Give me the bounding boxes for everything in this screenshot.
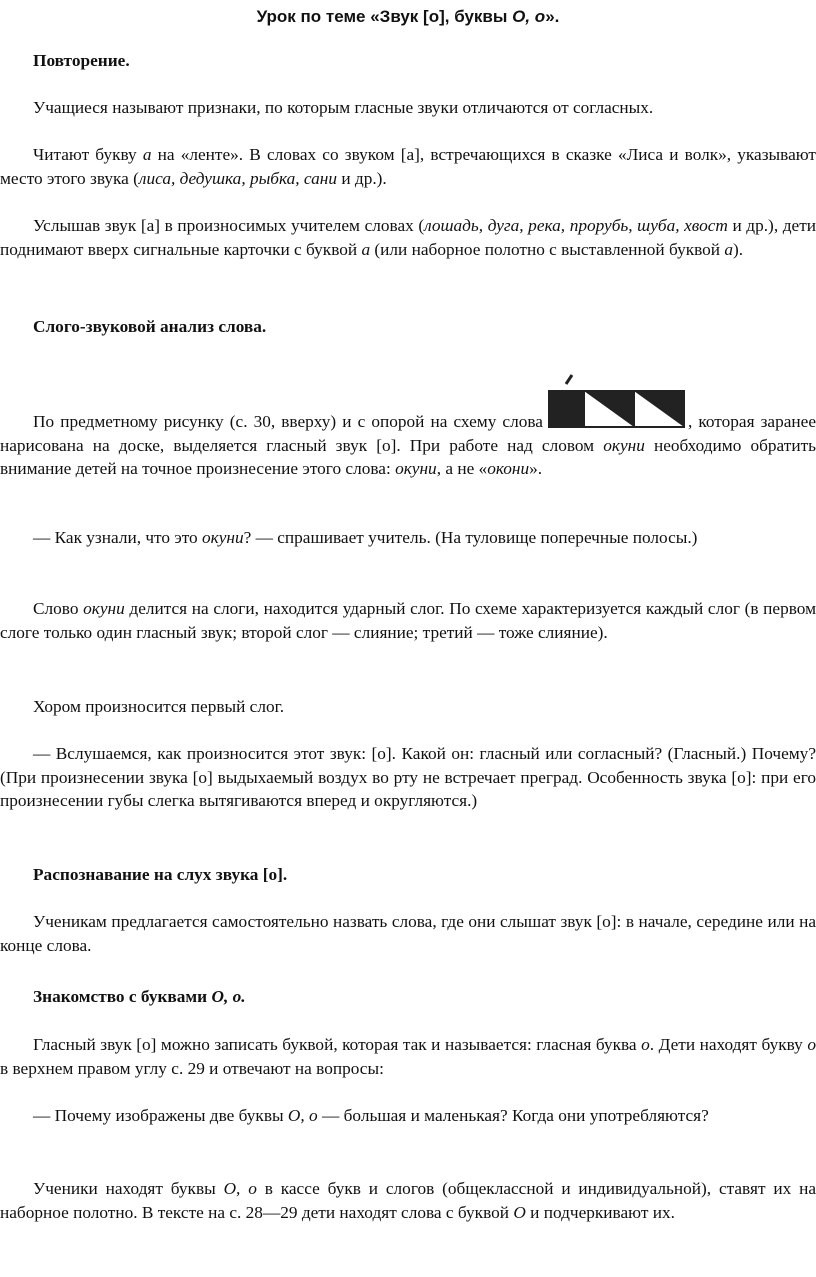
paragraph-1: Учащиеся называют признаки, по которым гласные звуки отличаются от согласных. (33, 98, 654, 117)
paragraph-11: — Почему изображены две буквы О, о — большая и маленькая? Когда они употребляются? (33, 1106, 709, 1125)
word-scheme-svg (549, 381, 684, 431)
document-title (0, 6, 816, 28)
paragraph-10: Гласный звук [о] можно записать буквой, которая так и называется: гласная буква о. Дети находят букву о в верхнем правом углу с. 29 и отвечают на вопросы: (0, 1035, 816, 1078)
heading-letters: Знакомство с буквами О, о. (33, 987, 246, 1006)
paragraph-3: Услышав звук [а] в произносимых учителем словах (лошадь, дуга, река, прорубь, шуба, хвост и др.), дети поднимают вверх сигнальные карточки с буквой а (или наборное полотно с выставленной буквой а). (0, 216, 816, 259)
title-letters: О, о (512, 7, 546, 26)
heading-syllable-analysis: Слого-звуковой анализ слова. (33, 317, 267, 336)
paragraph-7: Хором произносится первый слог. (33, 697, 285, 716)
paragraph-12: Ученики находят буквы О, о в кассе букв и слогов (общеклассной и индивидуальной), ставят их на наборное полотно. В тексте на с. 28—29 дети находят слова с буквой О и подчеркивают их. (0, 1179, 816, 1222)
paragraph-8: — Вслушаемся, как произносится этот звук: [о]. Какой он: гласный или согласный? (Гласный.) Почему? (При произнесении звука [о] выдыхаемый воздух во рту не встречает преград. Особенность звука [о]: при его произнесении губы слегка вытягиваются вперед и округляются.) (0, 744, 816, 810)
paragraph-6: Слово окуни делится на слоги, находится ударный слог. По схеме характеризуется каждый слог (в первом слоге только один гласный звук; второй слог — слияние; третий — тоже слияние). (0, 599, 816, 642)
title-text: Урок по теме «Звук [о], буквы (256, 7, 513, 26)
paragraph-5: — Как узнали, что это окуни? — спрашивает учитель. (На туловище поперечные полосы.) (33, 528, 698, 547)
word-scheme-icon (549, 395, 684, 431)
scheme-syllable-1 (549, 391, 584, 427)
paragraph-4: По предметному рисунку (с. 30, вверху) и с опорой на схему слова , которая заранее нарисована на доске, выделяется гласный звук [о]. При работе над словом окуни необходимо обратить внимание детей на точное произнесение этого слова: окуни, а не «окони». (0, 395, 816, 481)
stress-mark (566, 375, 572, 384)
paragraph-9: Ученикам предлагается самостоятельно назвать слова, где они слышат звук [о]: в начале, середине или на конце слова. (0, 912, 816, 955)
title-end: ». (545, 7, 560, 26)
heading-repetition: Повторение. (33, 51, 130, 70)
heading-sound-recognition: Распознавание на слух звука [о]. (33, 865, 288, 884)
paragraph-2: Читают букву а на «ленте». В словах со звуком [а], встречающихся в сказке «Лиса и волк», указывают место этого звука (лиса, дедушка, рыбка, сани и др.). (0, 145, 816, 188)
